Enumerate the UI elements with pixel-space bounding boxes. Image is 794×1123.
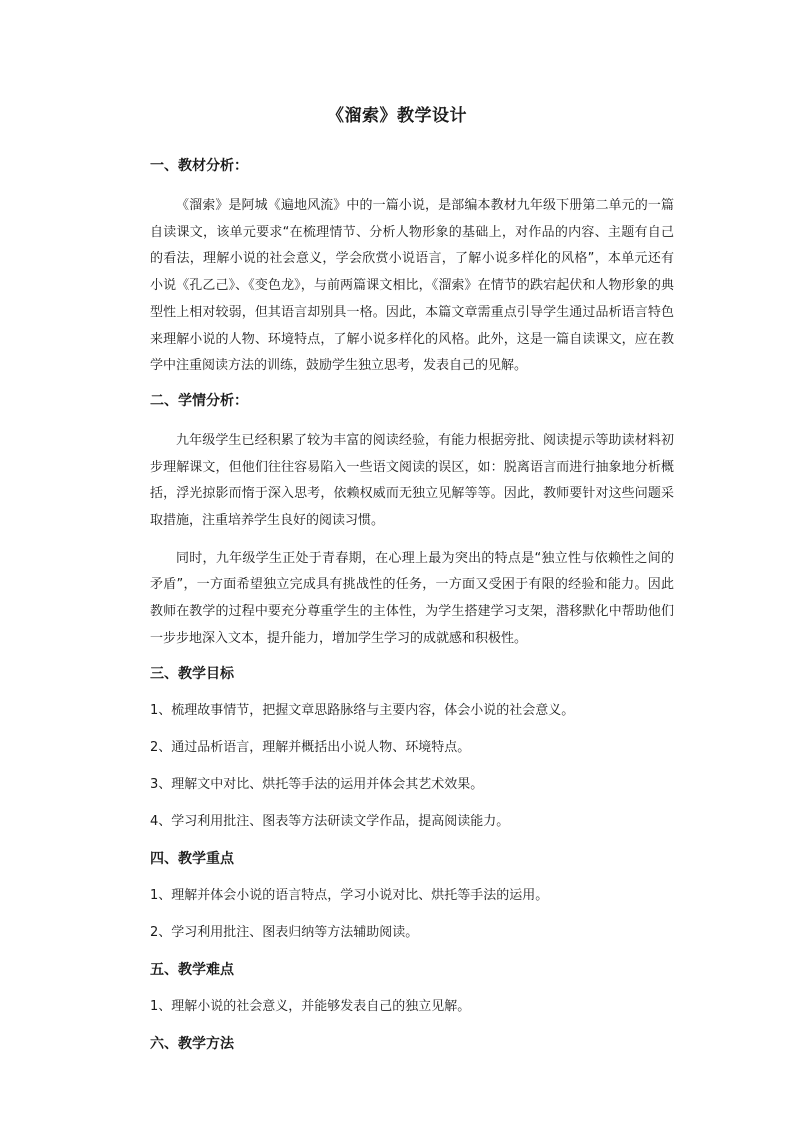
paragraph: 《溜索》是阿城《遍地风流》中的一篇小说，是部编本教材九年级下册第二单元的一篇自读课文，该单元要求“在梳理情节、分析人物形象的基础上，对作品的内容、主题有自己的看法，理解小说的社会意义，学会欣赏小说语言，了解小说多样化的风格”，本单元还有小说《孔乙己》、《变色龙》，与前两篇课文相比，《溜索》在情节的跌宕起伏和人物形象的典型性上相对较弱，但其语言却别具一格。因此，本篇文章需重点引导学生通过品析语言特色来理解小说的人物、环境特点，了解小说多样化的风格。此外，这是一篇自读课文，应在教学中注重阅读方法的训练，鼓励学生独立思考，发表自己的见解。 [150, 198, 674, 374]
list-item: 3、理解文中对比、烘托等手法的运用并体会其艺术效果。 [150, 776, 484, 792]
paragraph: 同时，九年级学生正处于青春期，在心理上最为突出的特点是“独立性与依赖性之间的矛盾”，一方面希望独立完成具有挑战性的任务，一方面又受困于有限的经验和能力。因此教师在教学的过程中要充分尊重学生的主体性，为学生搭建学习支架，潜移默化中帮助他们一步步地深入文本，提升能力，增加学生学习的成就感和积极性。 [150, 550, 674, 646]
paragraph: 九年级学生已经积累了较为丰富的阅读经验，有能力根据旁批、阅读提示等助读材料初步理解课文，但他们往往容易陷入一些语文阅读的误区，如：脱离语言而进行抽象地分析概括，浮光掠影而惰于深入思考，依赖权威而无独立见解等等。因此，教师要针对这些问题采取措施，注重培养学生良好的阅读习惯。 [150, 432, 674, 529]
document-title: 《溜索》教学设计 [327, 106, 467, 126]
section-heading: 一、教材分析： [150, 158, 248, 174]
section-heading: 五、教学难点 [150, 961, 234, 978]
list-item: 1、理解并体会小说的语言特点，学习小说对比、烘托等手法的运用。 [150, 887, 549, 903]
list-item: 4、学习利用批注、图表等方法研读文学作品，提高阅读能力。 [150, 813, 510, 829]
section-heading: 三、教学目标 [150, 665, 234, 682]
list-item: 1、梳理故事情节，把握文章思路脉络与主要内容，体会小说的社会意义。 [150, 702, 575, 718]
section-heading: 二、学情分析： [150, 392, 248, 409]
section-heading: 四、教学重点 [150, 850, 234, 867]
list-item: 1、理解小说的社会意义，并能够发表自己的独立见解。 [150, 998, 471, 1014]
list-item: 2、通过品析语言，理解并概括出小说人物、环境特点。 [150, 739, 471, 755]
section-heading: 六、教学方法 [150, 1035, 234, 1052]
list-item: 2、学习利用批注、图表归纳等方法辅助阅读。 [150, 924, 419, 940]
